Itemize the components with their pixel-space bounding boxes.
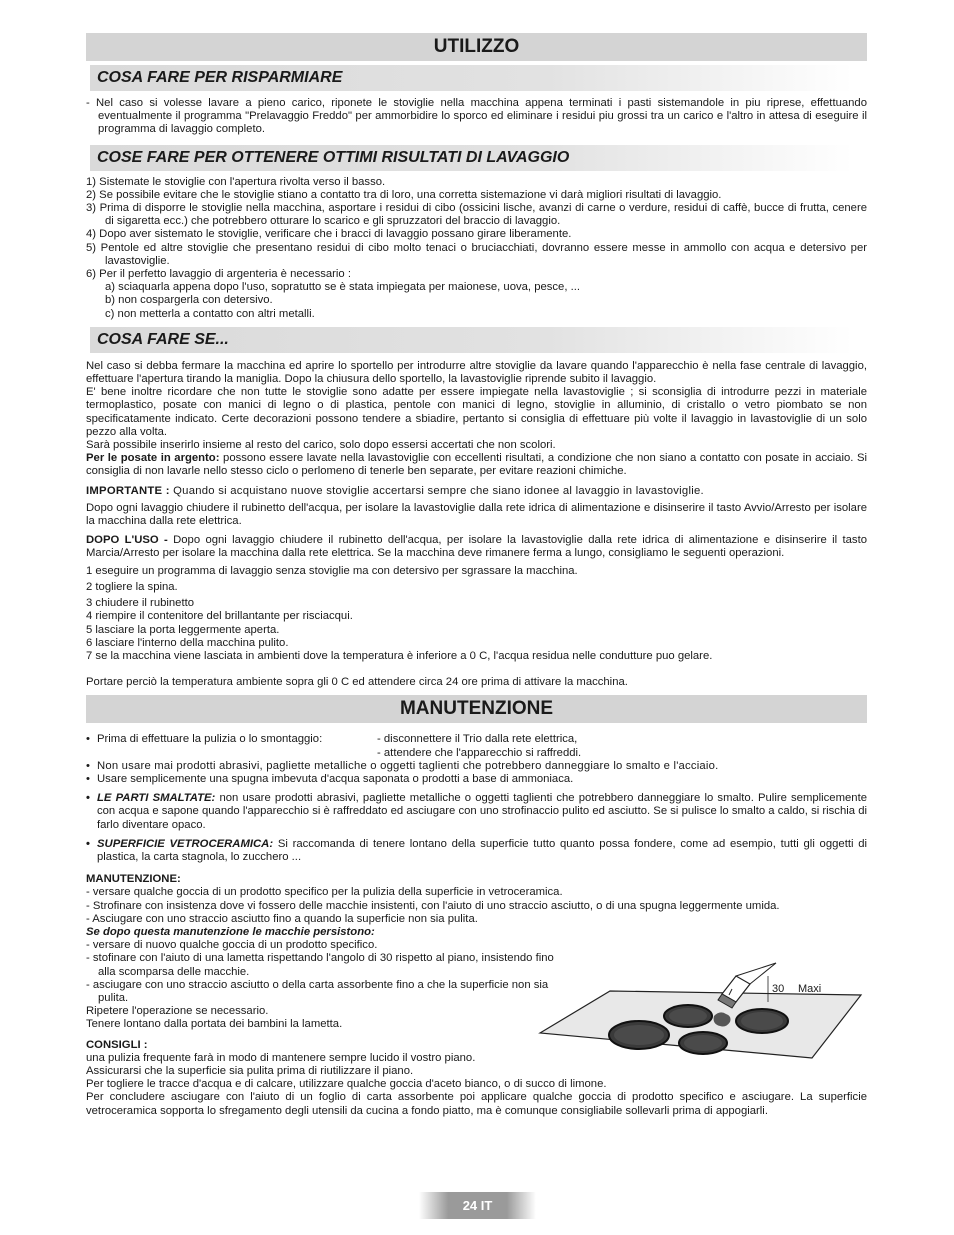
bullet-dot: •	[86, 837, 90, 850]
dopo-text: Dopo ogni lavaggio chiudere il rubinetto dell'acqua, per isolare la lavastoviglie dalla rete idrica di alimentazione e disinserire il tasto Marcia/Arresto per isolare la macchina dalla rete elettrica. Se la macchina deve rimanere ferma a lungo, consigliamo le seguenti operazioni.	[86, 534, 867, 560]
persist-label	[86, 926, 867, 939]
bullet-text: Prima di effettuare la pulizia o lo smontaggio:	[97, 733, 323, 746]
burner-zone-inner	[614, 1025, 664, 1045]
bullet-dot: •	[86, 772, 90, 785]
paragraph-importante	[86, 485, 867, 498]
heading-cosa-fare-se: COSA FARE SE...	[90, 327, 853, 353]
section-title-manutenzione: MANUTENZIONE	[86, 695, 867, 723]
risparmiare-text: - Nel caso si volesse lavare a pieno carico, riponete le stoviglie nella macchina appena terminati i pasti sistemandole in piu riprese, effettuando eventualmente il programma "Prelavaggio Freddo" per ammorbidire lo sporco ed eliminare i residui piu grossi tra un carico e l'altro in attesa di eseguire il programma di lavaggio completo.	[86, 97, 867, 136]
paragraph: Sarà possibile inserirlo insieme al resto del carico, solo dopo essersi accertati che non scolori.	[86, 439, 556, 452]
angle-label: 30	[772, 983, 785, 995]
bullet-subtext: - attendere che l'apparecchio si raffreddi.	[377, 746, 582, 759]
paragraph-argento	[86, 452, 867, 478]
bullet-text: Usare semplicemente una spugna imbevuta d'acqua saponata o prodotti a base di ammoniaca.	[97, 772, 574, 785]
list-item: 5) Pentole ed altre stoviglie che presentano residui di cibo molto tenaci o bruciacchiati, dovranno essere messe in ammollo con acqua e detersivo per lavastoviglie.	[86, 241, 867, 267]
vetro-label: SUPERFICIE VETROCERAMICA:	[97, 837, 274, 850]
list-subitem: b) non cospargerla con detersivo.	[105, 294, 273, 307]
step-item: 2 togliere la spina.	[86, 580, 178, 593]
bullet-item	[86, 733, 867, 759]
burner-zone-inner	[684, 1035, 722, 1051]
consigli-line: Assicurarsi che la superficie sia pulita prima di riutilizzare il piano.	[86, 1064, 414, 1077]
step-item: 5 lasciare la porta leggermente aperta.	[86, 623, 280, 636]
paragraph: Nel caso si debba fermare la macchina ed aprire lo sportello per introdurre altre stoviglie da lavare quando l'apparecchio è nella fase centrale di lavaggio, effettuare l'apertura tirando la maniglia. Dopo la chiusura dello sportello, la lavastoviglie riprende subito il lavaggio.	[86, 359, 867, 386]
bullet-dot: •	[86, 733, 90, 746]
bullet-subtext: - disconnettere il Trio dalla rete elettrica,	[377, 733, 578, 746]
manutenzione-label	[86, 873, 867, 886]
argento-label: Per le posate in argento:	[86, 452, 220, 465]
list-item: - stofinare con l'aiuto di una lametta rispettando l'angolo di 30 rispetto al piano, insistendo fino alla scomparsa delle macchie.	[86, 952, 554, 978]
page-number: 24 IT	[419, 1192, 536, 1219]
consigli-line: Per togliere le tracce d'acqua e di calcare, utilizzare qualche goccia d'aceto bianco, o di succo di limone.	[86, 1078, 607, 1091]
manutenzione-label-text: MANUTENZIONE:	[86, 873, 181, 886]
cosa-fare-se-body	[86, 360, 867, 689]
vetro-text: Si raccomanda di tenere lontano della superficie tutto quanto possa fondere, come ad esempio, tutti gli oggetti di plastica, la carta stagnola, lo zucchero ...	[97, 837, 868, 863]
step-item: 6 lasciare l'interno della macchina pulito.	[86, 636, 289, 649]
argento-text: possono essere lavate nella lavastoviglie con eccellenti risultati, a condizione che non siano a contatto con posate in acciaio. Si consiglia di non lavarle nello stesso ciclo o perlomeno di tenerle ben separate, per evitare reazioni chimiche.	[86, 452, 867, 478]
list-item: 4) Dopo aver sistemato le stoviglie, verificare che i bracci di lavaggio possano girare liberamente.	[86, 228, 572, 241]
list-item: 1) Sistemate le stoviglie con l'apertura rivolta verso il basso.	[86, 175, 386, 188]
list-item: 6) Per il perfetto lavaggio di argenteria è necessario :	[86, 268, 351, 281]
step-item: 1 eseguire un programma di lavaggio senza stoviglie ma con detersivo per sgrassare la macchina.	[86, 564, 578, 577]
consigli-line: Per concludere asciugare con l'aiuto di un foglio di carta assorbente poi applicare qualche goccia di prodotto specifico e asciugare. La superficie vetroceramica sopporta lo sfregamento degli utensili da cucina a fondo piatto, ma è comunque consigliabile sollevarli prima di appogiarli.	[86, 1091, 867, 1117]
list-item: - asciugare con uno straccio asciutto o della carta assorbente fino a che la superficie non sia pulita.	[86, 978, 549, 1004]
paragraph: E' bene inoltre ricordare che non tutte le stoviglie sono adatte per essere impiegate nella lavastoviglie ; si sconsiglia di introdurre pezzi in materiale termoplastico, posate con manici di legno o di plastica, pentole con manici di legno, stoviglie in alluminio, di cristallo o vetro piombato se non specificatamente indicato. Certe decorazioni possono tendere a sbiadire, pertanto si consiglia di effettuare più volte il lavaggio in lavastoviglie di un solo pezzo alla volta.	[86, 386, 867, 438]
bullet-item-vetroceramica	[86, 838, 867, 864]
bullet-item-smaltate	[86, 792, 867, 832]
heading-risparmiare: COSA FARE PER RISPARMIARE	[90, 65, 853, 91]
paragraph: Ripetere l'operazione se necessario.	[86, 1005, 269, 1018]
list-subitem: c) non metterla a contatto con altri metalli.	[105, 307, 315, 320]
paragraph: Dopo ogni lavaggio chiudere il rubinetto dell'acqua, per isolare la lavastoviglie dalla rete idrica di alimentazione e disinserire il tasto Avvio/Arresto per isolare la macchina dalla rete elettrica.	[86, 501, 867, 528]
step-item: 3 chiudere il rubinetto	[86, 597, 195, 610]
consigli-line: una pulizia frequente farà in modo di mantenere sempre lucido il vostro piano.	[86, 1051, 476, 1064]
persist-label-text: Se dopo questa manutenzione le macchie persistono:	[86, 925, 375, 938]
importante-label: IMPORTANTE :	[86, 484, 170, 497]
list-subitem: a) sciaquarla appena dopo l'uso, sopratutto se è stata impiegata per maionese, uova, pesce, ...	[105, 281, 581, 294]
burner-zone-inner	[669, 1008, 707, 1024]
list-item: 2) Se possibile evitare che le stoviglie stiano a contatto tra di loro, una corretta sistemazione vi darà migliori risultati di lavaggio.	[86, 188, 722, 201]
bullet-dot: •	[86, 792, 90, 805]
bullet-dot: •	[86, 759, 90, 772]
list-item: - versare qualche goccia di un prodotto specifico per la pulizia della superficie in vetroceramica.	[86, 886, 563, 899]
importante-text: Quando si acquistano nuove stoviglie accertarsi sempre che siano idonee al lavaggio in lavastoviglie.	[169, 484, 704, 497]
page-content	[86, 33, 867, 1118]
bullet-item	[86, 773, 867, 786]
bullet-text: Non usare mai prodotti abrasivi, pagliette metalliche o oggetti taglienti che potrebbero danneggiare lo smalto e l'acciaio.	[97, 759, 719, 772]
maxi-label: Maxi	[798, 983, 822, 995]
burner-zone-inner	[741, 1012, 783, 1030]
cooktop-scraper-figure	[536, 962, 864, 1062]
dopo-label: DOPO L'USO -	[86, 534, 168, 547]
closing-text: Portare perciò la temperatura ambiente sopra gli 0 C ed attendere circa 24 ore prima di attivare la macchina.	[86, 676, 628, 689]
list-item: - versare di nuovo qualche goccia di un prodotto specifico.	[86, 939, 378, 952]
step-item: 7 se la macchina viene lasciata in ambienti dove la temperatura è inferiore a 0 C, l'acqua residua nelle condutture puo gelare.	[86, 649, 713, 662]
cooktop-illustration	[536, 962, 864, 1062]
list-item: 3) Prima di disporre le stoviglie nella macchina, asportare i residui di cibo (ossicini lische, avanzi di carne o verdure, residui di caffè, bucce di frutta, cenere di sigaretta ecc.) che potrebbero otturare lo scarico e gli spruzzatori del braccio di lavaggio.	[86, 202, 867, 228]
heading-risultati: COSE FARE PER OTTENERE OTTIMI RISULTATI DI LAVAGGIO	[90, 145, 853, 171]
paragraph: Tenere lontano dalla portata dei bambini la lametta.	[86, 1018, 343, 1031]
step-item: 4 riempire il contenitore del brillantante per risciacqui.	[86, 610, 353, 623]
bullet-item	[86, 760, 867, 773]
paragraph-dopo-uso	[86, 534, 867, 560]
consigli-label-text: CONSIGLI :	[86, 1038, 148, 1051]
smaltate-label: LE PARTI SMALTATE:	[97, 792, 216, 805]
risultati-list	[86, 176, 867, 321]
list-item: - Asciugare con uno straccio asciutto fino a quando la superficie non sia pulita.	[86, 912, 478, 925]
list-item: - Strofinare con insistenza dove vi fossero delle macchie insistenti, con l'aiuto di uno straccio asciutto, o di una spugna leggermente umida.	[86, 899, 780, 912]
smaltate-text: non usare prodotti abrasivi, pagliette metalliche o oggetti taglienti che potrebbero danneggiare lo smalto. Pulire semplicemente con acqua e sapone quando l'apparecchio si è raffreddato ed asciugare con uno strofinaccio pulito ed asciutto. Se si pulisce lo smalto a caldo, si rischia di farlo diventare opaco.	[97, 792, 867, 831]
section-title-utilizzo: UTILIZZO	[86, 33, 867, 61]
persist-block	[86, 939, 556, 1031]
